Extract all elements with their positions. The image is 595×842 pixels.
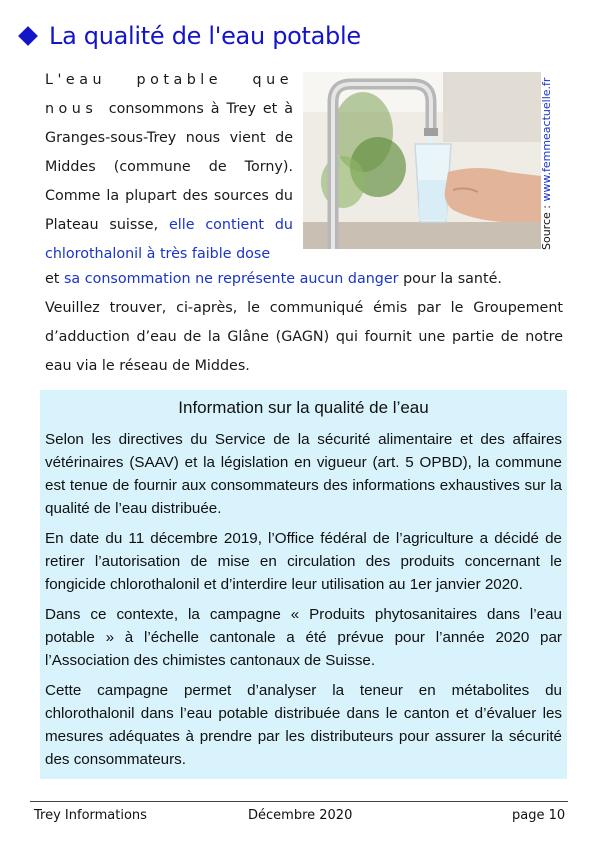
continuation-line [45,265,563,294]
photo-illustration [303,72,541,249]
intro-text: consommons à Trey et à Granges-sous-Trey nous vient de Middes (commune de Torny). Comme la plupart des sources du Plateau suisse, [45,101,294,233]
source-label: Source : [540,205,553,250]
info-paragraph: Cette campagne permet d’analyser la teneur en métabolites du chlorothalonil dans l’eau potable distribuée dans le canton et d’évaluer les mesures adéquates à prendre par les distributeurs pour assurer la sécurité des consommateurs. [45,682,562,768]
info-paragraph: En date du 11 décembre 2019, l’Office fédéral de l’agriculture a décidé de retirer l’autorisation de mise en circulation des produits concernant le fongicide chlorothalonil et d’interdire leur utilisation au 1er janvier 2020. [45,530,562,593]
photo-source-credit [540,70,556,250]
info-box [40,390,567,779]
info-paragraph: Selon les directives du Service de la sécurité alimentaire et des affaires vétérinaires (SAAV) et la législation en vigueur (art. 5 OPBD), la commune est tenue de fournir aux consommateurs des informations exhaustives sur la qualité de l’eau distribuée. [45,431,562,517]
intro-text-column [45,66,293,269]
connector-text: et [45,271,60,287]
intro-continuation [45,265,563,381]
footer-date: Décembre 2020 [248,808,353,823]
intro-paragraph [45,66,293,269]
page-title: La qualité de l'eau potable [49,22,361,50]
info-box-body [45,428,562,778]
info-paragraph: Dans ce contexte, la campagne « Produits phytosanitaires dans l’eau potable » à l’échelle cantonale a été prévue pour l’année 2020 par l’Association des chimistes cantonaux de Suisse. [45,606,562,669]
footer-publication: Trey Informations [34,808,147,823]
footer-divider [30,801,568,802]
footer-page-number: page 10 [512,808,566,823]
highlight-chlorothalonil: elle contient du chlorothalonil à très faible dose [45,217,293,262]
info-box-title: Information sur la qualité de l’eau [178,398,429,417]
source-link[interactable]: www.femmeactuelle.fr [540,77,553,202]
tail-text: pour la santé. [403,271,502,287]
tap-water-photo [303,72,541,249]
page-heading [18,22,361,50]
highlight-no-danger: sa consommation ne représente aucun danger [63,271,399,287]
diamond-bullet-icon [18,26,38,46]
intro-first-words: L'eau potable que nous [45,72,293,117]
communique-paragraph: Veuillez trouver, ci-après, le communiqué émis par le Groupement d’adduction d’eau de la Glâne (GAGN) qui fournit une partie de notre eau via le réseau de Middes. [45,300,563,374]
